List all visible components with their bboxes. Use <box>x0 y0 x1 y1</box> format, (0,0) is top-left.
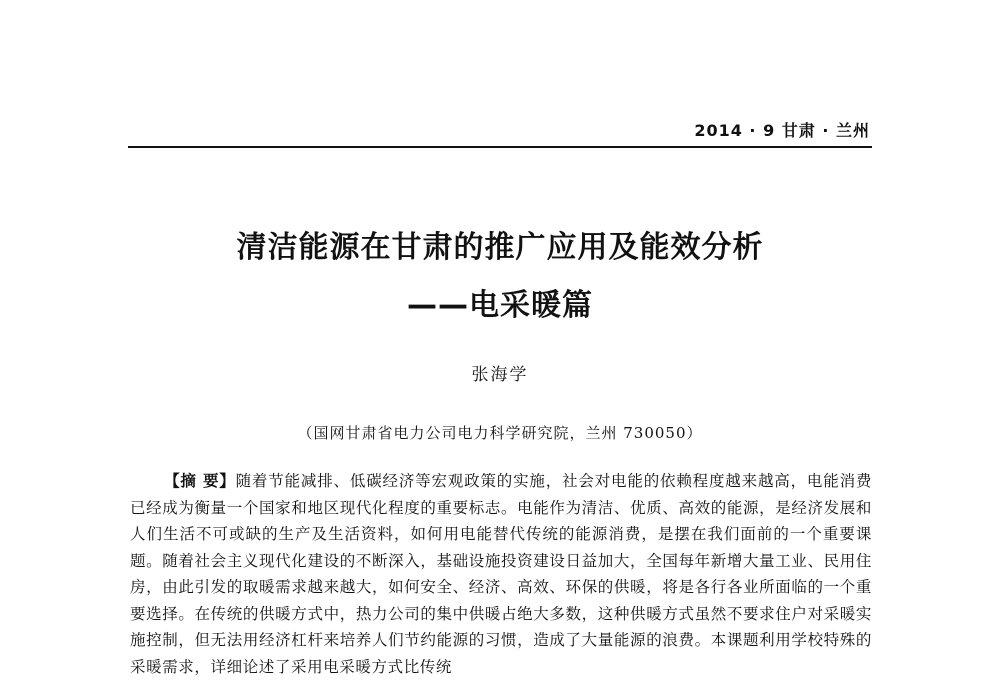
abstract-label: 【摘 要】 <box>164 472 236 490</box>
abstract-text: 随着节能减排、低碳经济等宏观政策的实施，社会对电能的依赖程度越来越高，电能消费已经成为衡量一个国家和地区现代化程度的重要标志。电能作为清洁、优质、高效的能源，是经济发展和人们生活不可或缺的生产及生活资料，如何用电能替代传统的能源消费，是摆在我们面前的一个重要课题。随着社会主义现代化建设的不断深入，基础设施投资建设日益加大，全国每年新增大量工业、民用住房，由此引发的取暖需求越来越大，如何安全、经济、高效、环保的供暖，将是各行各业所面临的一个重要选择。在传统的供暖方式中，热力公司的集中供暖占绝大多数，这种供暖方式虽然不要求住户对采暖实施控制，但无法用经济杠杆来培养人们节约能源的习惯，造成了大量能源的浪费。本课题利用学校特殊的采暖需求，详细论述了采用电采暖方式比传统 <box>130 472 872 676</box>
abstract-paragraph <box>130 468 872 680</box>
author-affiliation: （国网甘肃省电力公司电力科学研究院，兰州 730050） <box>297 424 703 442</box>
author-name: 张海学 <box>471 365 529 385</box>
running-header: 2014 · 9 甘肃 · 兰州 <box>694 121 870 140</box>
article-subtitle: ——电采暖篇 <box>407 288 593 323</box>
header-rule <box>128 146 872 148</box>
article-title: 清洁能源在甘肃的推广应用及能效分析 <box>236 230 764 265</box>
